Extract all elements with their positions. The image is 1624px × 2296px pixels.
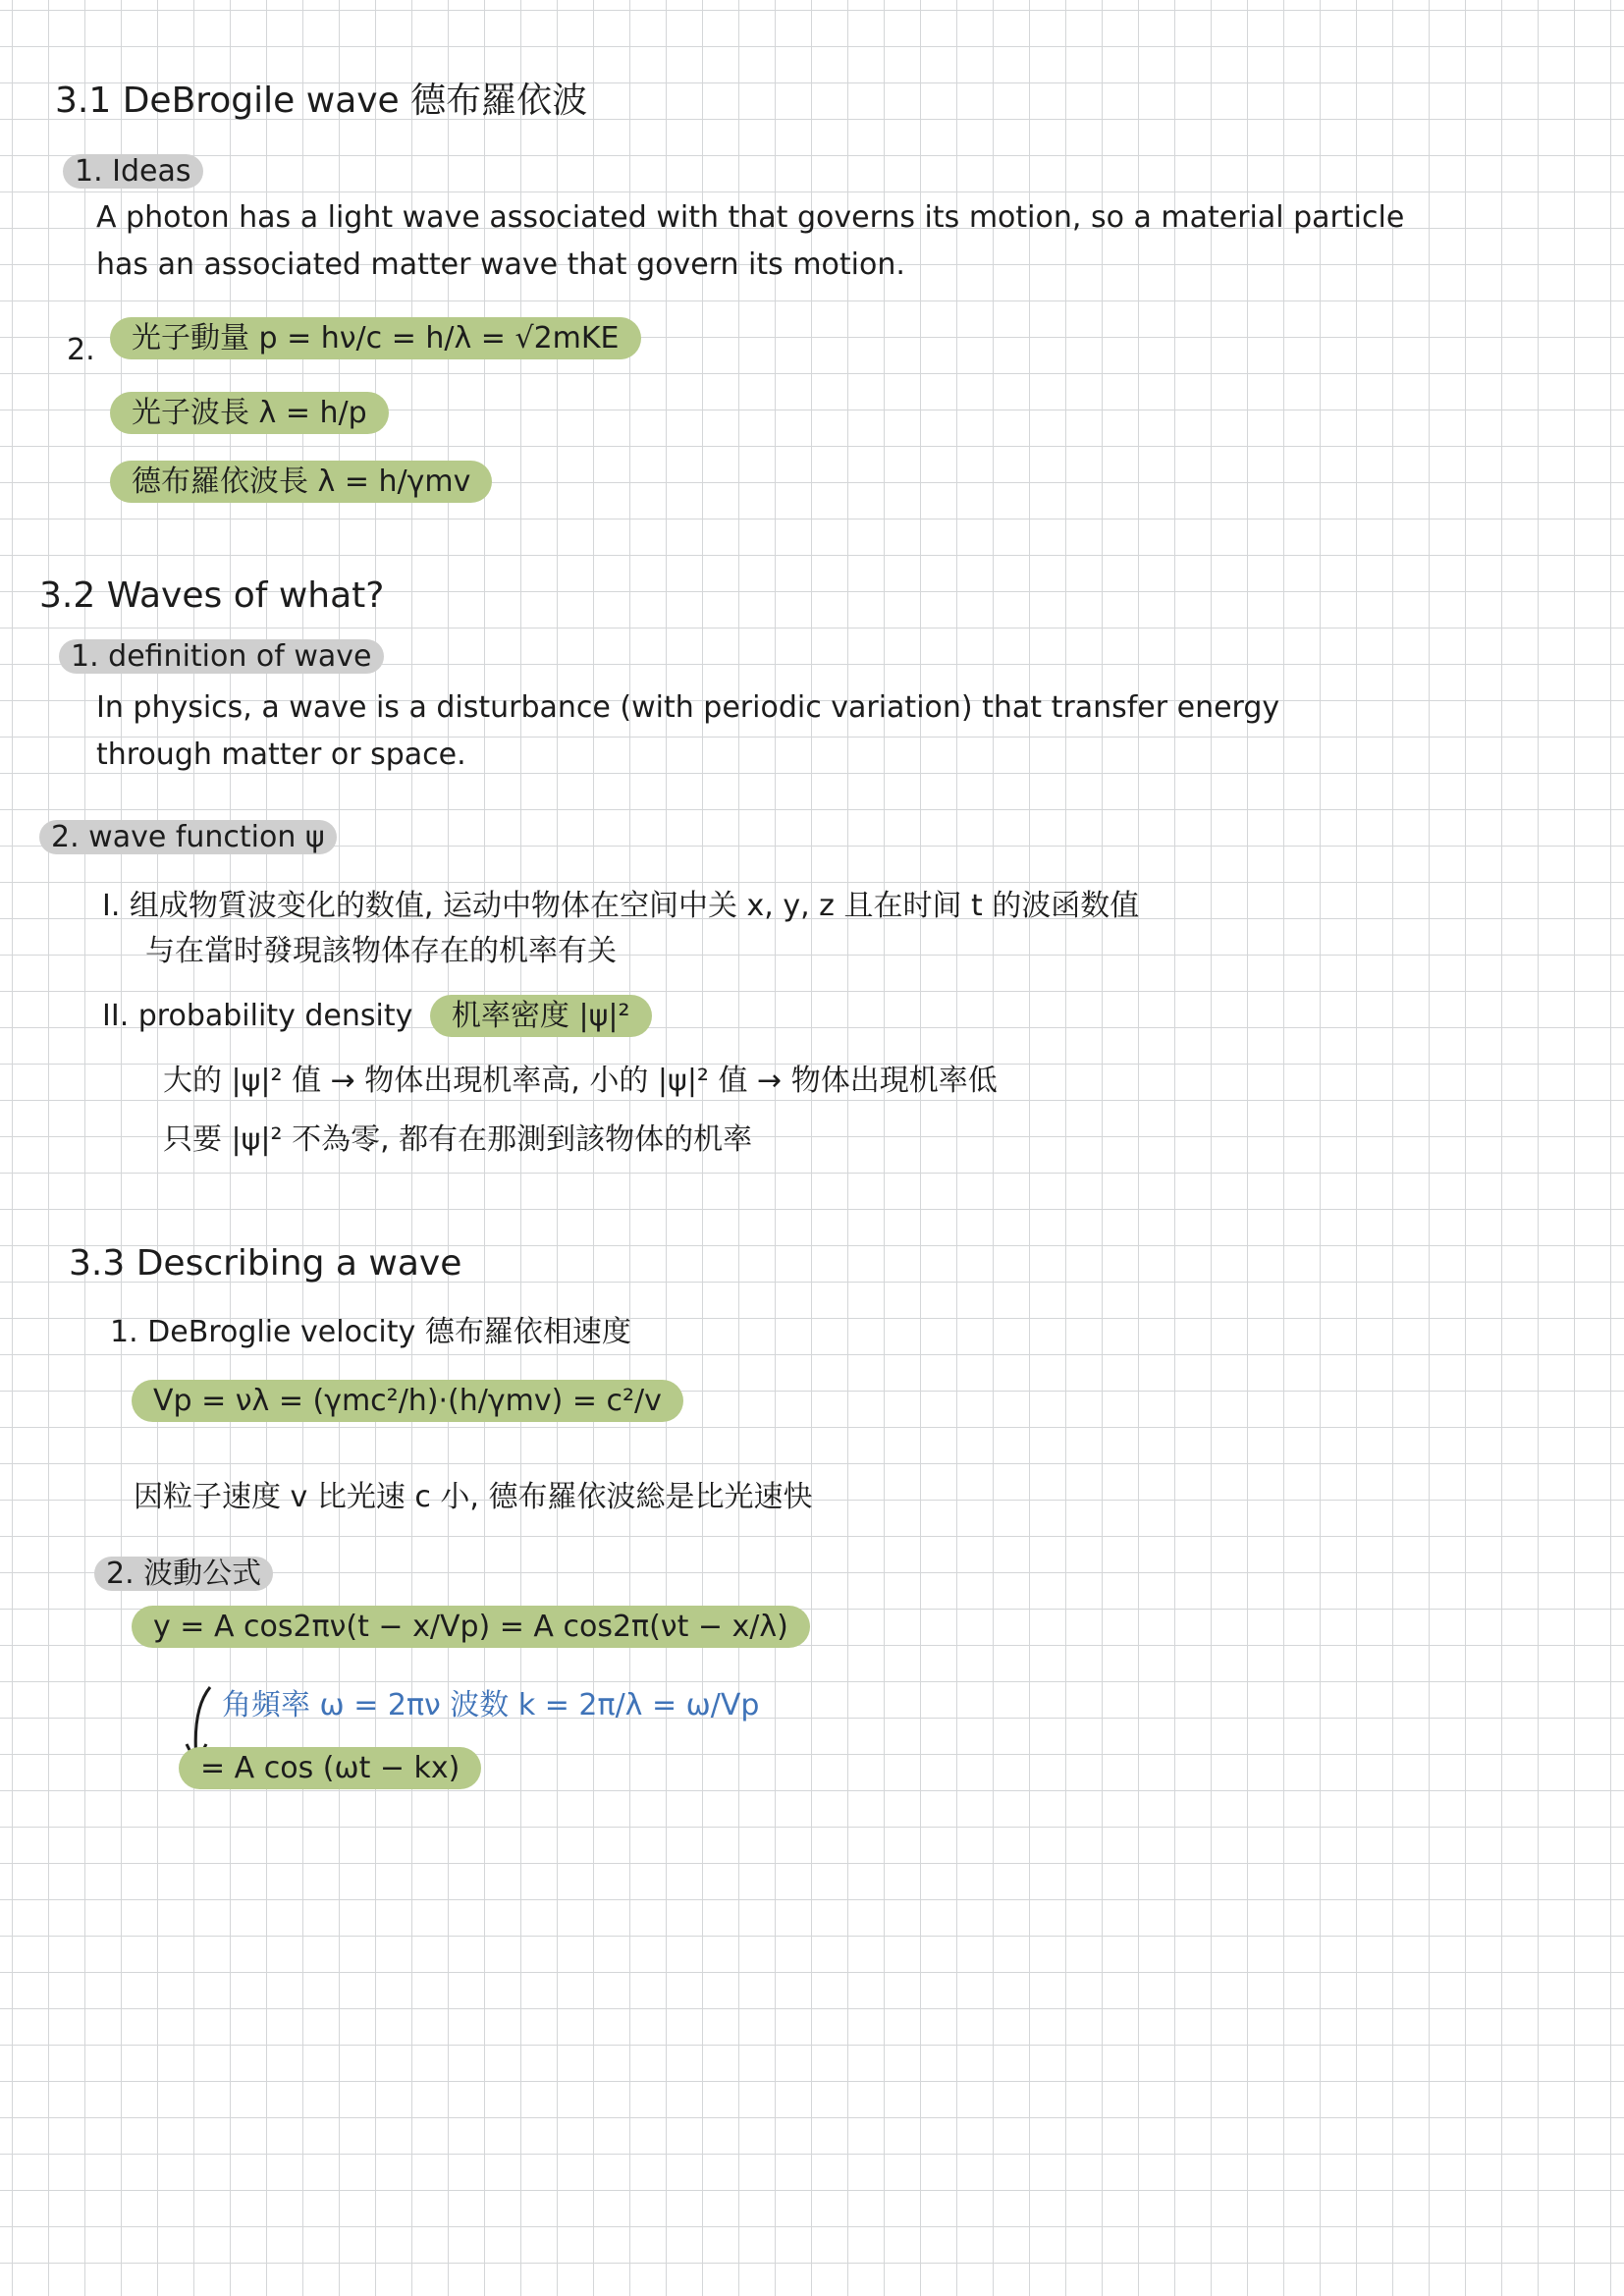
wave-function-sub1-line-2: 与在當时發現該物体存在的机率有关 bbox=[145, 934, 617, 968]
item-2-number: 2. bbox=[67, 333, 95, 367]
probability-text-line-2: 只要 |ψ|² 不為零, 都有在那測到該物体的机率 bbox=[163, 1122, 753, 1157]
phase-velocity-note: 因粒子速度 v 比光速 c 小, 德布羅依波総是比光速快 bbox=[134, 1480, 813, 1514]
section-title-3-3: 3.3 Describing a wave bbox=[69, 1243, 462, 1284]
probability-text-line-1: 大的 |ψ|² 值 → 物体出現机率高, 小的 |ψ|² 值 → 物体出現机率低 bbox=[163, 1064, 998, 1098]
phase-velocity-highlight: Vp = νλ = (γmc²/h)·(h/γmv) = c²/v bbox=[132, 1380, 683, 1422]
debroglie-wavelength-highlight: 德布羅依波長 λ = h/γmv bbox=[110, 461, 492, 503]
debroglie-velocity-heading: 1. DeBroglie velocity 德布羅依相速度 bbox=[110, 1315, 631, 1349]
wave-equation-highlight: y = A cos2πν(t − x/Vp) = A cos2π(νt − x/λ) bbox=[132, 1606, 810, 1648]
probability-density-label: II. probability density bbox=[102, 999, 413, 1033]
photon-momentum-highlight: 光子動量 p = hν/c = h/λ = √2mKE bbox=[110, 317, 641, 359]
wave-equation-result-highlight: = A cos (ωt − kx) bbox=[179, 1747, 481, 1789]
angular-frequency-note: 角頻率 ω = 2πν 波数 k = 2π/λ = ω/Vp bbox=[222, 1688, 760, 1722]
wave-equation-result bbox=[179, 1752, 481, 1786]
wave-function-highlight: 2. wave function ψ bbox=[39, 820, 337, 854]
section-title-3-2: 3.2 Waves of what? bbox=[39, 575, 385, 616]
photon-wavelength-highlight: 光子波長 λ = h/p bbox=[110, 392, 389, 434]
section-title-3-1: 3.1 DeBrogile wave 德布羅依波 bbox=[55, 81, 588, 121]
wave-equation-heading-highlight: 2. 波動公式 bbox=[94, 1557, 273, 1591]
wave-function-sub1-line-1: I. 组成物質波变化的数值, 运动中物体在空间中关 x, y, z 且在时间 t 的波函数值 bbox=[102, 889, 1140, 923]
probability-density-highlight: 机率密度 |ψ|² bbox=[430, 995, 652, 1037]
ideas-text-line-2: has an associated matter wave that govern its motion. bbox=[96, 247, 905, 282]
ideas-text-line-1: A photon has a light wave associated with that governs its motion, so a material particle bbox=[96, 200, 1405, 235]
definition-text-line-1: In physics, a wave is a disturbance (with periodic variation) that transfer energy bbox=[96, 690, 1280, 725]
definition-text-line-2: through matter or space. bbox=[96, 738, 466, 772]
ideas-highlight: 1. Ideas bbox=[63, 154, 203, 189]
definition-highlight: 1. definition of wave bbox=[59, 639, 384, 674]
